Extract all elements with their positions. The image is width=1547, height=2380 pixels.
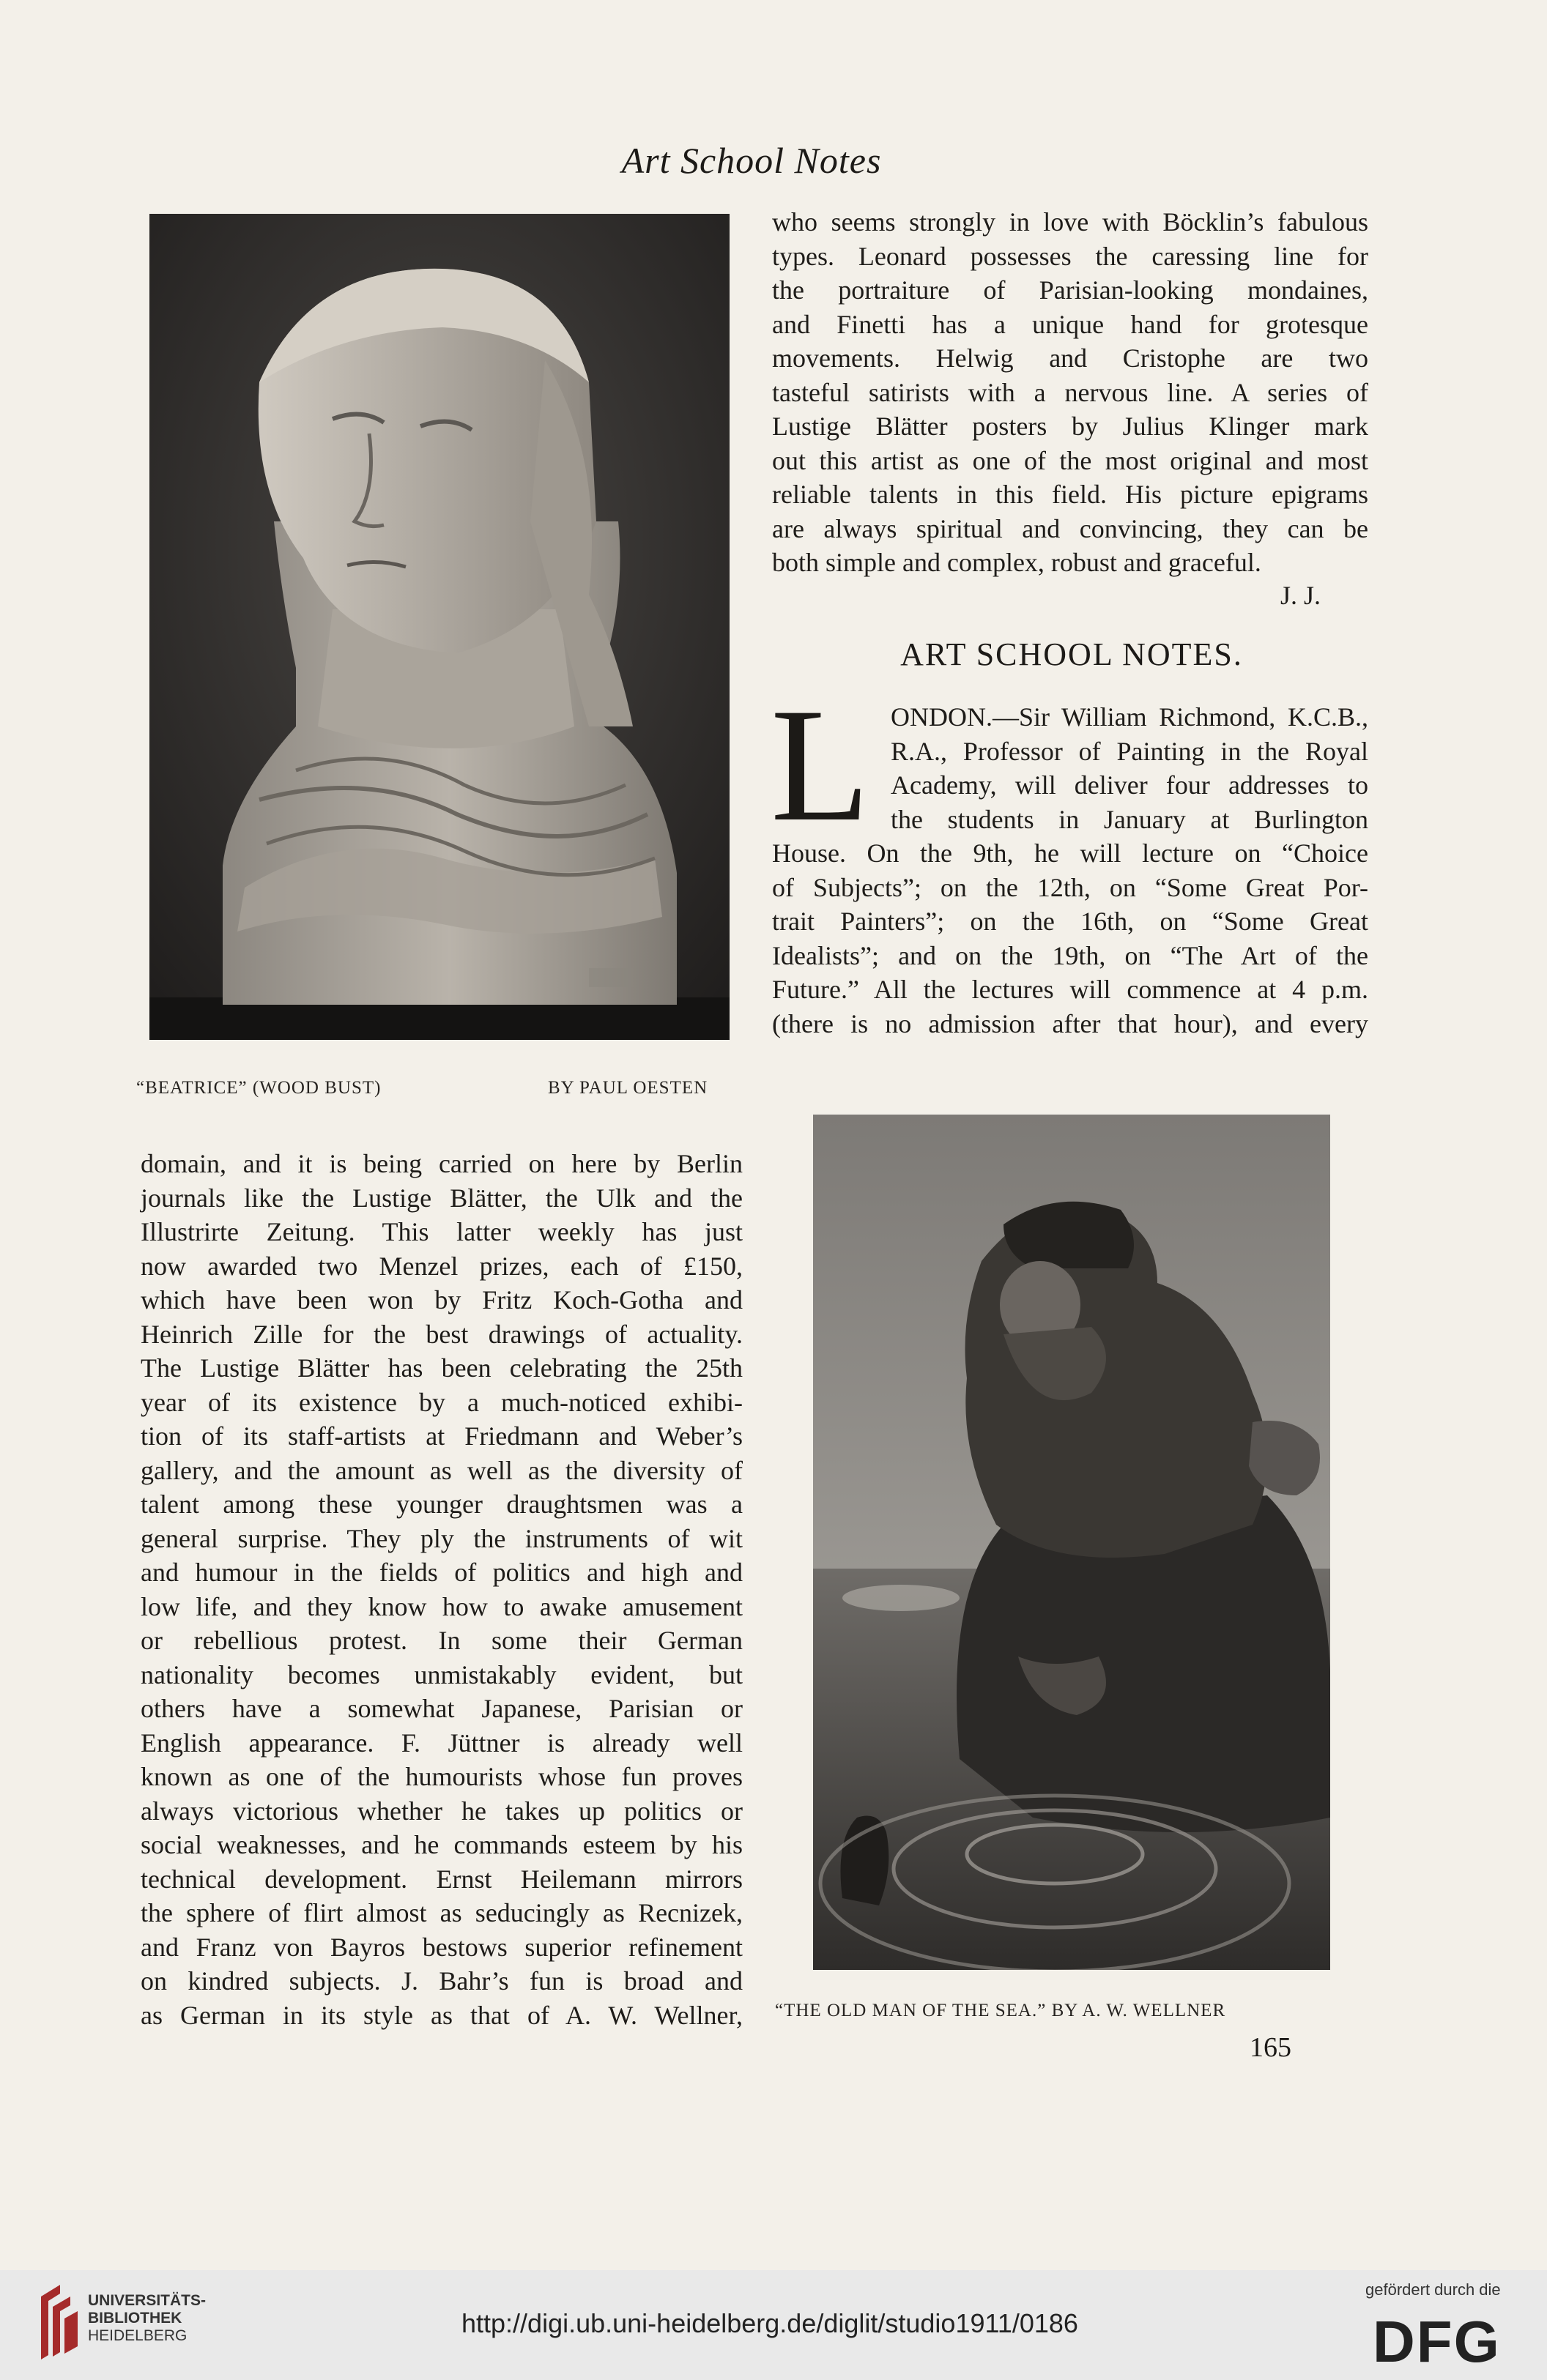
text-line: the sphere of flirt almost as seducingly as Recnizek,: [141, 1898, 743, 1927]
text-line: social weaknesses, and he commands esteem by his: [141, 1830, 743, 1859]
text-line: out this artist as one of the most original and most: [772, 445, 1368, 475]
text-line: of Subjects”; on the 12th, on “Some Great Por-: [772, 872, 1368, 902]
text-line: The Lustige Blätter has been celebrating the 25th: [141, 1353, 743, 1383]
text-line: (there is no admission after that hour), and every: [772, 1008, 1368, 1038]
text-line: both simple and complex, robust and graceful.: [772, 548, 1261, 577]
text-line: and Finetti has a unique hand for grotesque: [772, 309, 1368, 339]
library-name-line: BIBLIOTHEK: [88, 2310, 182, 2327]
text-line: on kindred subjects. J. Bahr’s fun is broad and: [141, 1966, 743, 1996]
text-line: talent among these younger draughtsmen was a: [141, 1490, 743, 1519]
bust-illustration: [149, 214, 730, 1040]
section-heading: ART SCHOOL NOTES.: [900, 636, 1243, 672]
text-line: Academy, will deliver four addresses to: [891, 770, 1368, 800]
text-line: gallery, and the amount as well as the diversity of: [141, 1455, 743, 1485]
london-full-text: [772, 836, 1368, 1041]
text-line: Heinrich Zille for the best drawings of actuality.: [141, 1319, 743, 1349]
text-line: types. Leonard possesses the caressing line for: [772, 241, 1368, 271]
text-line: now awarded two Menzel prizes, each of £150,: [141, 1251, 743, 1281]
text-line: tion of its staff-artists at Friedmann and Weber’s: [141, 1421, 743, 1451]
library-name-line: HEIDELBERG: [88, 2327, 188, 2344]
text-line: others have a somewhat Japanese, Parisian or: [141, 1694, 743, 1723]
signature: J. J.: [1280, 581, 1321, 610]
text-line: general surprise. They ply the instruments of wit: [141, 1523, 743, 1553]
london-indented-text: [891, 700, 1368, 836]
text-line: or rebellious protest. In some their German: [141, 1626, 743, 1655]
text-line: R.A., Professor of Painting in the Royal: [891, 736, 1368, 766]
text-line: and humour in the fields of politics and high and: [141, 1558, 743, 1587]
text-line: tasteful satirists with a nervous line. A series of: [772, 377, 1368, 407]
text-line: trait Painters”; on the 16th, on “Some Great: [772, 907, 1368, 936]
library-name: [88, 2292, 206, 2345]
text-line: House. On the 9th, he will lecture on “Choice: [772, 838, 1368, 868]
page-number: 165: [1250, 2032, 1291, 2063]
text-line: year of its existence by a much-noticed exhibi-: [141, 1387, 743, 1417]
text-line: movements. Helwig and Cristophe are two: [772, 343, 1368, 373]
figure-old-man-of-the-sea: [813, 1115, 1330, 1970]
text-line: Illustrirte Zeitung. This latter weekly has just: [141, 1217, 743, 1246]
source-url-link[interactable]: http://digi.ub.uni-heidelberg.de/diglit/studio1911/0186: [461, 2308, 1078, 2338]
university-library-logo-icon: [38, 2282, 79, 2362]
caption-old-man: “THE OLD MAN OF THE SEA.” BY A. W. WELLNER: [775, 2001, 1226, 2020]
text-line: and Franz von Bayros bestows superior refinement: [141, 1932, 743, 1962]
text-line: nationality becomes unmistakably evident, but: [141, 1659, 743, 1689]
text-line: low life, and they know how to awake amusement: [141, 1591, 743, 1621]
text-line: technical development. Ernst Heilemann mirrors: [141, 1864, 743, 1894]
figure-beatrice-bust: [149, 214, 730, 1040]
text-line: which have been won by Fritz Koch-Gotha and: [141, 1285, 743, 1314]
old-man-illustration: [813, 1115, 1330, 1970]
digitization-footer: [0, 2270, 1547, 2380]
dfg-logo: DFG: [1373, 2309, 1501, 2374]
text-line: who seems strongly in love with Böcklin’s fabulous: [772, 207, 1368, 237]
caption-beatrice-right: BY PAUL OESTEN: [548, 1078, 708, 1098]
text-line: Idealists”; and on the 19th, on “The Art of the: [772, 940, 1368, 970]
text-line: English appearance. F. Jüttner is already well: [141, 1728, 743, 1758]
running-head: Art School Notes: [621, 140, 882, 181]
text-line: reliable talents in this field. His picture epigrams: [772, 480, 1368, 509]
left-column-bottom-text: [141, 1147, 743, 2032]
text-line: ONDON.—Sir William Richmond, K.C.B.,: [891, 702, 1368, 732]
text-line: Future.” All the lectures will commence at 4 p.m.: [772, 975, 1368, 1004]
text-line: always victorious whether he takes up politics or: [141, 1796, 743, 1826]
text-line: known as one of the humourists whose fun proves: [141, 1762, 743, 1791]
library-name-line: UNIVERSITÄTS-: [88, 2292, 207, 2309]
drop-cap: L: [771, 675, 870, 855]
text-line: Lustige Blätter posters by Julius Klinger mark: [772, 412, 1368, 441]
funder-caption: gefördert durch die: [1365, 2280, 1501, 2299]
text-line: are always spiritual and convincing, they can be: [772, 513, 1368, 543]
text-line: as German in its style as that of A. W. Wellner,: [141, 2000, 743, 2030]
text-line: the students in January at Burlington: [891, 804, 1368, 834]
text-line: the portraiture of Parisian-looking mondaines,: [772, 275, 1368, 305]
right-column-top-text: [772, 205, 1368, 580]
caption-beatrice-left: “BEATRICE” (WOOD BUST): [136, 1078, 382, 1098]
text-line: journals like the Lustige Blätter, the Ulk and the: [141, 1183, 743, 1213]
text-line: domain, and it is being carried on here by Berlin: [141, 1149, 743, 1178]
